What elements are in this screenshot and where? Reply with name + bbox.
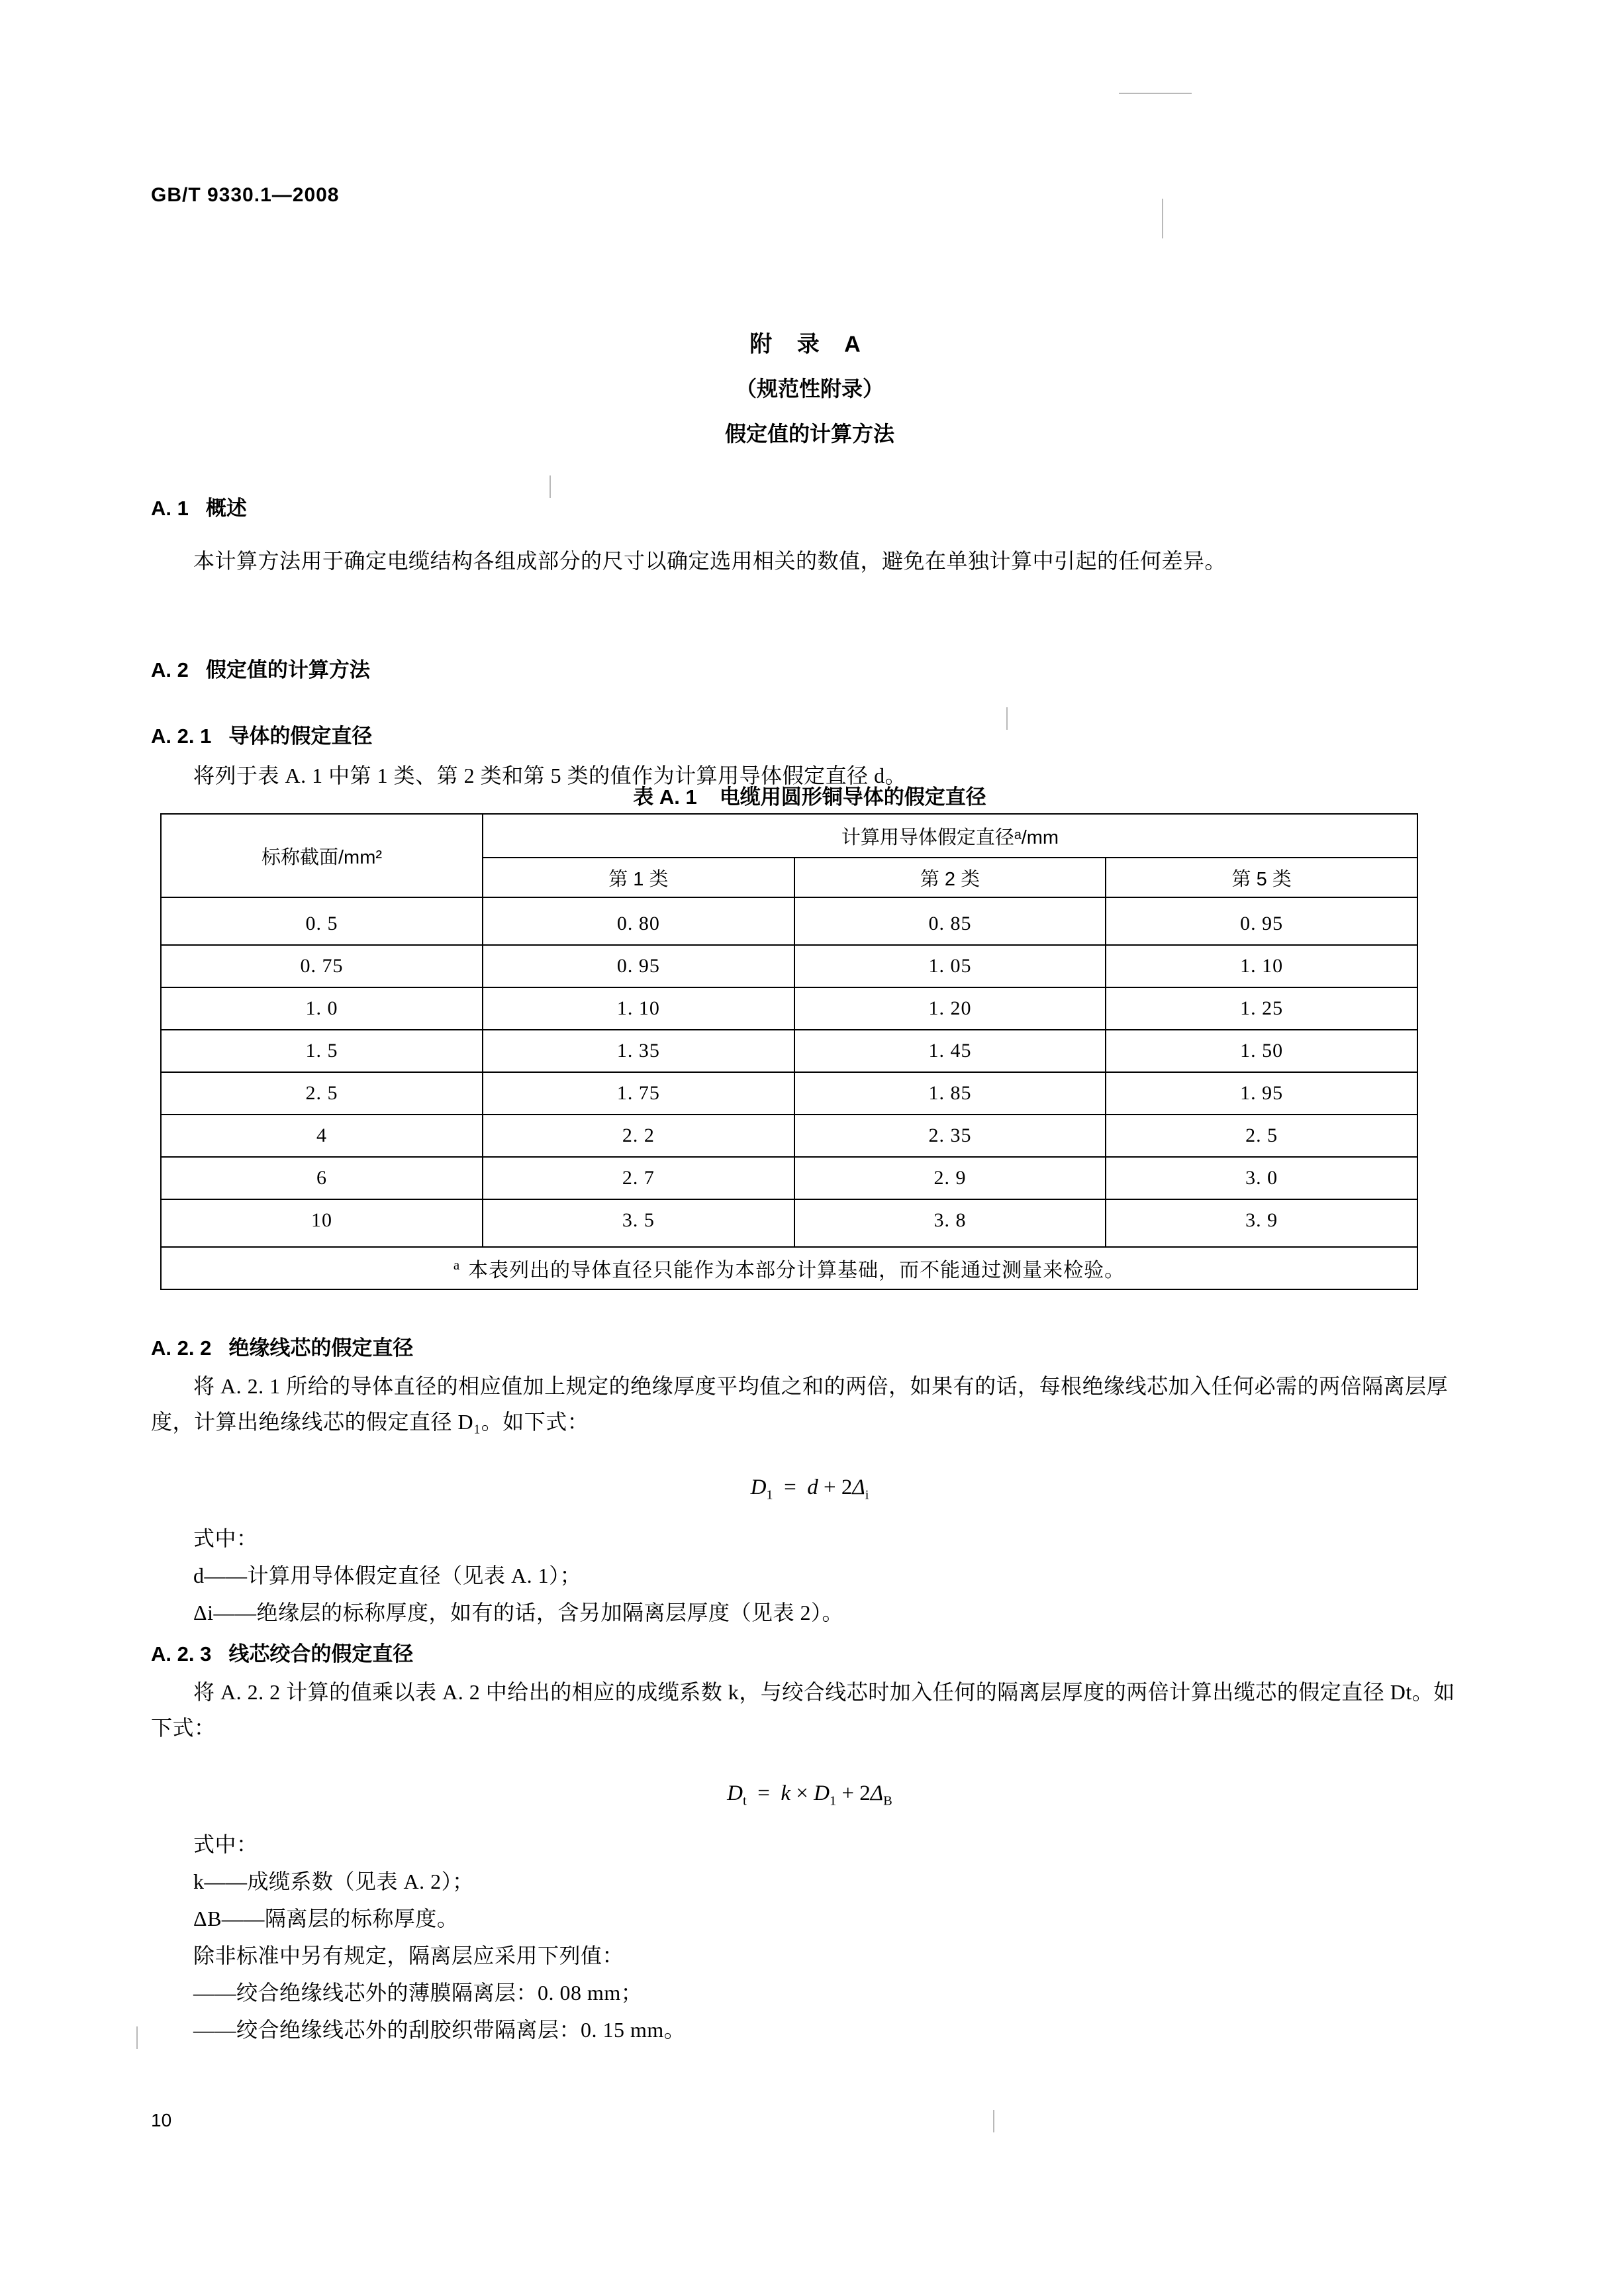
cell-nominal: 1. 5 [161, 1030, 483, 1072]
cell-class1: 0. 95 [483, 945, 794, 987]
table-row [161, 897, 1417, 945]
cell-class5: 1. 25 [1106, 987, 1417, 1030]
cell-nominal: 10 [161, 1199, 483, 1247]
where-label-a22: 式中： [193, 1526, 258, 1550]
cell-nominal: 6 [161, 1157, 483, 1199]
appendix-subtitle-2: 假定值的计算方法 [724, 422, 894, 446]
cell-class1: 3. 5 [483, 1199, 794, 1247]
table-a1-header-class2: 第 2 类 [794, 858, 1106, 897]
heading-a1-title: 概述 [205, 497, 247, 520]
cell-class2: 2. 35 [794, 1115, 1106, 1157]
heading-a2-number: A. 2 [151, 658, 189, 681]
table-a1-caption-title: 电缆用圆形铜导体的假定直径 [719, 785, 986, 809]
heading-a1-number: A. 1 [151, 497, 189, 520]
heading-a21-title: 导体的假定直径 [228, 724, 373, 748]
cell-class5: 3. 9 [1106, 1199, 1417, 1247]
cell-class2: 1. 45 [794, 1030, 1106, 1072]
heading-a22 [151, 1331, 413, 1361]
heading-a22-number: A. 2. 2 [151, 1336, 212, 1360]
table-row [161, 1199, 1417, 1247]
cell-class2: 3. 8 [794, 1199, 1106, 1247]
heading-a22-title: 绝缘线芯的假定直径 [228, 1336, 414, 1360]
table-row [161, 1157, 1417, 1199]
heading-a1 [151, 491, 247, 521]
table-a1-caption-label: 表 A. 1 [633, 785, 697, 809]
paragraph-a23: 将 A. 2. 2 计算的值乘以表 A. 2 中给出的相应的成缆系数 k，与绞合线芯时加入任何的隔离层厚度的两倍计算出缆芯的假定直径 Dt。如下式： [151, 1680, 1455, 1740]
bullet-film-separator: ——绞合绝缘线芯外的薄膜隔离层：0. 08 mm； [193, 1981, 643, 2005]
definition-k: k——成缆系数（见表 A. 2）； [193, 1869, 474, 1893]
heading-a2-title: 假定值的计算方法 [205, 658, 370, 681]
cell-class5: 1. 10 [1106, 945, 1417, 987]
cell-nominal: 0. 75 [161, 945, 483, 987]
standard-number: GB/T 9330.1—2008 [151, 184, 340, 206]
cell-class1: 0. 80 [483, 897, 794, 945]
heading-a23-number: A. 2. 3 [151, 1642, 212, 1666]
table-a1-header-class5: 第 5 类 [1106, 858, 1417, 897]
cell-class5: 3. 0 [1106, 1157, 1417, 1199]
heading-a21-number: A. 2. 1 [151, 724, 212, 748]
footnote-marker: a [453, 1257, 461, 1273]
cell-class5: 0. 95 [1106, 897, 1417, 945]
table-a1-header-class1: 第 1 类 [483, 858, 794, 897]
heading-a23-title: 线芯绞合的假定直径 [228, 1642, 414, 1666]
cell-nominal: 4 [161, 1115, 483, 1157]
cell-nominal: 0. 5 [161, 897, 483, 945]
page-number: 10 [151, 2110, 172, 2130]
formula-a22: $D_1 = d + 2\Delta_i$ [750, 1475, 869, 1503]
cell-class5: 1. 95 [1106, 1072, 1417, 1115]
cell-class2: 1. 20 [794, 987, 1106, 1030]
cell-class1: 2. 2 [483, 1115, 794, 1157]
cell-class1: 2. 7 [483, 1157, 794, 1199]
footnote-text: 本表列出的导体直径只能作为本部分计算基础，而不能通过测量来检验。 [468, 1260, 1125, 1281]
paragraph-a21: 将列于表 A. 1 中第 1 类、第 2 类和第 5 类的值作为计算用导体假定直径 d。 [193, 764, 907, 787]
page-content [151, 0, 1468, 2292]
table-footnote-row [161, 1247, 1417, 1289]
heading-a21 [151, 719, 372, 749]
where-label-a23: 式中： [193, 1832, 258, 1856]
table-a1 [160, 813, 1418, 1290]
cell-nominal: 2. 5 [161, 1072, 483, 1115]
cell-class2: 2. 9 [794, 1157, 1106, 1199]
registration-tick [136, 2026, 138, 2049]
heading-a23 [151, 1637, 413, 1667]
heading-a2 [151, 653, 370, 683]
table-a1-caption [151, 780, 1468, 810]
bullet-tape-separator: ——绞合绝缘线芯外的刮胶织带隔离层：0. 15 mm。 [193, 2018, 686, 2042]
table-row [161, 987, 1417, 1030]
appendix-subtitle: （规范性附录） [735, 377, 884, 401]
definition-delta-b: ΔB——隔离层的标称厚度。 [193, 1907, 459, 1930]
paragraph-a22: 将 A. 2. 1 所给的导体直径的相应值加上规定的绝缘厚度平均值之和的两倍，如果有的话，每根绝缘线芯加入任何必需的两倍隔离层厚度，计算出绝缘线芯的假定直径 D₁。如下式： [151, 1374, 1449, 1434]
table-a1-header-nominal: 标称截面/mm² [161, 814, 483, 897]
table-row [161, 945, 1417, 987]
cell-class5: 2. 5 [1106, 1115, 1417, 1157]
cell-nominal: 1. 0 [161, 987, 483, 1030]
appendix-title: 附 录 A [749, 332, 870, 357]
paragraph-a23-extra: 除非标准中另有规定，隔离层应采用下列值： [193, 1944, 624, 1968]
table-a1-footnote [161, 1247, 1417, 1289]
cell-class1: 1. 35 [483, 1030, 794, 1072]
cell-class1: 1. 10 [483, 987, 794, 1030]
table-a1-header-span: 计算用导体假定直径ᵃ/mm [483, 814, 1417, 858]
cell-class5: 1. 50 [1106, 1030, 1417, 1072]
cell-class2: 0. 85 [794, 897, 1106, 945]
paragraph-a1: 本计算方法用于确定电缆结构各组成部分的尺寸以确定选用相关的数值，避免在单独计算中引起的任何差异。 [193, 549, 1227, 573]
cell-class1: 1. 75 [483, 1072, 794, 1115]
cell-class2: 1. 85 [794, 1072, 1106, 1115]
table-row [161, 1115, 1417, 1157]
definition-d: d——计算用导体假定直径（见表 A. 1）； [193, 1564, 582, 1587]
table-row [161, 1072, 1417, 1115]
cell-class2: 1. 05 [794, 945, 1106, 987]
formula-a23: $D_t = k \times D_1 + 2\Delta_B$ [727, 1781, 892, 1809]
table-row [161, 1030, 1417, 1072]
definition-delta-i: Δi——绝缘层的标称厚度，如有的话，含另加隔离层厚度（见表 2）。 [193, 1601, 843, 1624]
